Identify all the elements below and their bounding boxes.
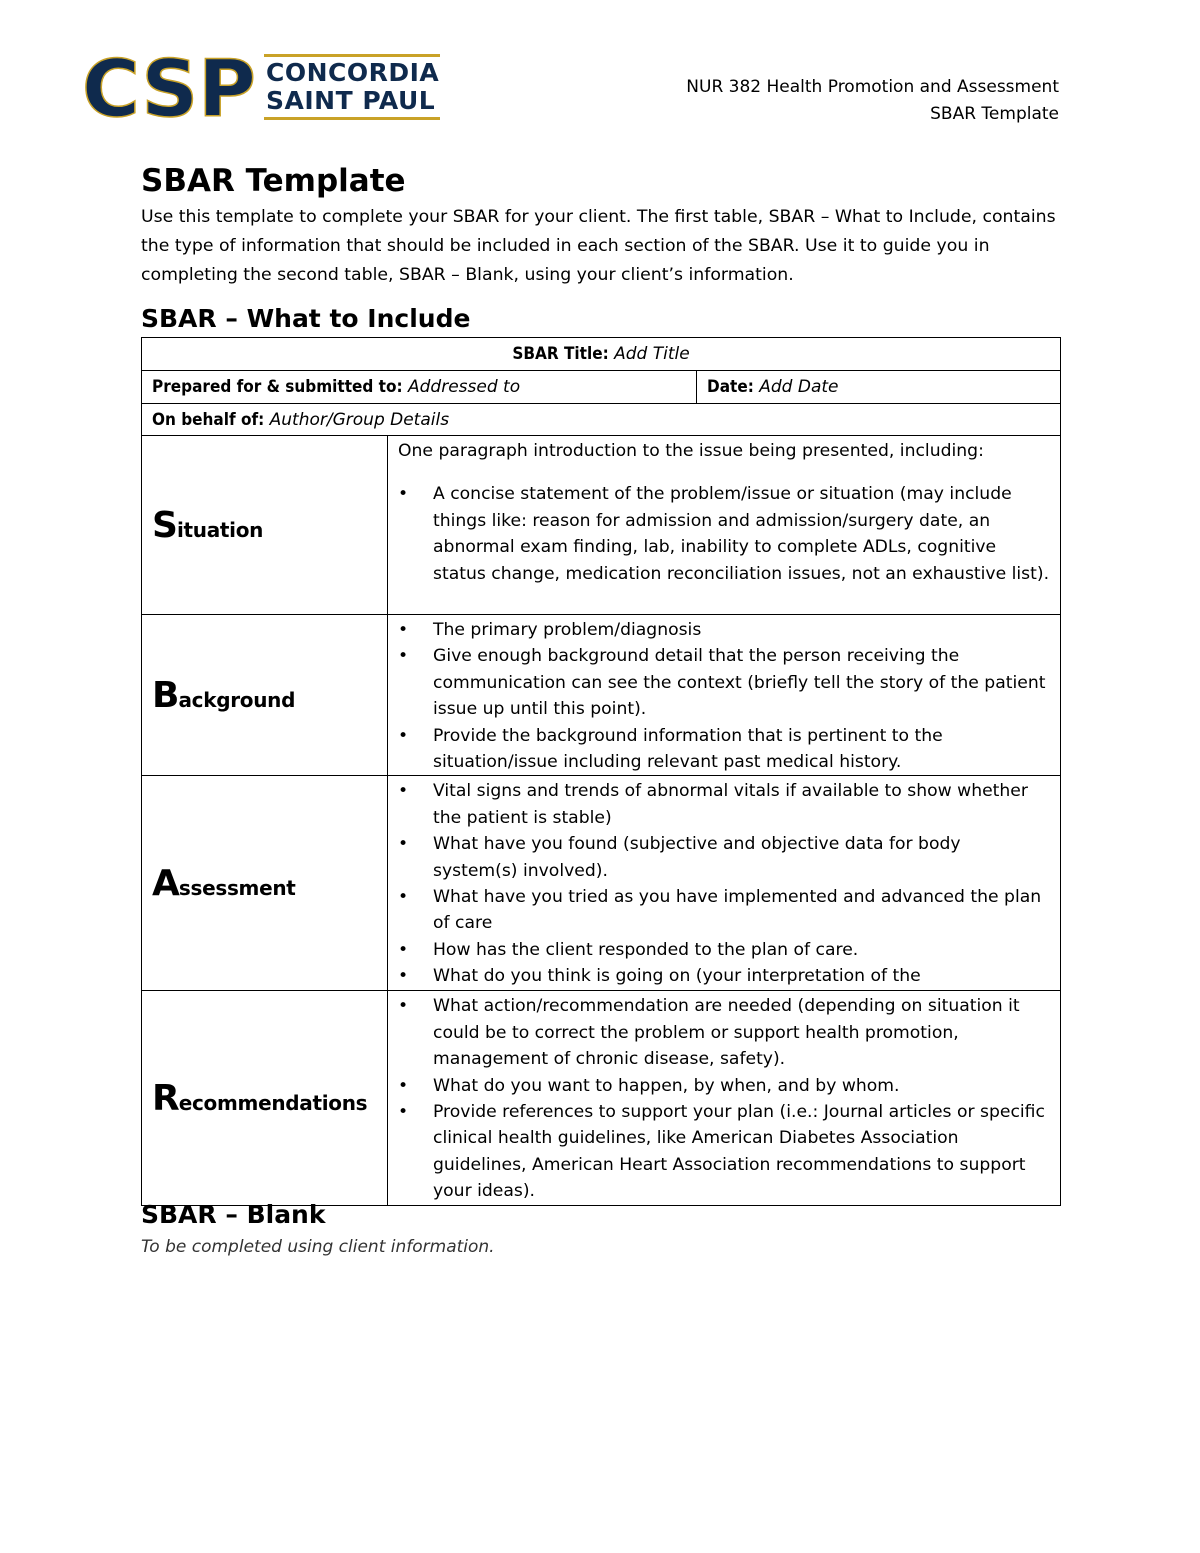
on-behalf-cell: [142, 404, 1061, 436]
assessment-clip: [398, 778, 1050, 988]
blank-note: To be completed using client information.: [141, 1237, 495, 1257]
table-row-title: [142, 338, 1061, 371]
recommendations-bullets: [398, 993, 1050, 1204]
date-cell: [697, 371, 1061, 404]
recommendations-label-cell: [142, 991, 388, 1205]
prepared-for-cell: [142, 371, 697, 404]
on-behalf-label: On behalf of:: [152, 409, 265, 430]
list-item: • What action/recommendation are needed (depending on situation it could be to correct the problem or support health promotion, management of chronic disease, safety).: [433, 993, 1050, 1072]
sbar-include-table: [141, 337, 1061, 1206]
concordia-logo: [82, 52, 442, 124]
situation-bullets: [398, 481, 1050, 587]
list-item: • Vital signs and trends of abnormal vitals if available to show whether the patient is stable): [433, 778, 1050, 831]
background-label-cell: [142, 615, 388, 776]
recommendations-row: [142, 991, 1061, 1205]
sbar-title-placeholder: Add Title: [614, 344, 690, 364]
prepared-for-label: Prepared for & submitted to:: [152, 377, 403, 397]
date-placeholder: Add Date: [759, 377, 839, 397]
situation-row: [142, 436, 1061, 615]
list-item: • The primary problem/diagnosis: [433, 617, 1050, 643]
list-item: • What have you found (subjective and objective data for body system(s) involved).: [433, 831, 1050, 884]
situation-intro: One paragraph introduction to the issue being presented, including:: [398, 441, 984, 461]
situation-initial: S: [152, 504, 177, 546]
table-row-behalf: [142, 404, 1061, 436]
assessment-row: [142, 776, 1061, 991]
list-item: • How has the client responded to the plan of care.: [433, 937, 1050, 963]
background-row: [142, 615, 1061, 776]
recommendations-label: ecommendations: [178, 1090, 368, 1115]
logo-wordmark: [264, 54, 440, 120]
prepared-for-placeholder: Addressed to: [408, 377, 521, 397]
logo-name-line-1: CONCORDIA: [266, 58, 440, 87]
assessment-bullets: [398, 778, 1050, 988]
background-bullets: [398, 617, 1050, 775]
list-item: • Give enough background detail that the person receiving the communication can see the context (briefly tell the story of the patient issue up until this point).: [433, 643, 1050, 722]
logo-mark-text: CSP: [82, 52, 256, 122]
background-initial: B: [152, 674, 179, 716]
date-label: Date:: [707, 377, 754, 397]
intro-paragraph: Use this template to complete your SBAR for your client. The first table, SBAR – What to Include, contains the type of information that should be included in each section of the SBAR. Use it to guide you in completing the second table, SBAR – Blank, using your client’s information.: [141, 207, 1056, 285]
course-header: [686, 74, 1059, 128]
course-name: NUR 382 Health Promotion and Assessment: [686, 77, 1059, 97]
situation-description: [388, 436, 1061, 615]
sbar-title-label: SBAR Title:: [512, 344, 609, 364]
blank-heading: SBAR – Blank: [141, 1200, 326, 1229]
assessment-description: [388, 776, 1061, 991]
list-item: • What do you want to happen, by when, and by whom.: [433, 1073, 1050, 1099]
list-item: • Provide the background information that is pertinent to the situation/issue including relevant past medical history.: [433, 723, 1050, 776]
assessment-label: ssessment: [178, 875, 296, 900]
assessment-initial: A: [152, 862, 179, 904]
document-name: SBAR Template: [930, 104, 1059, 124]
background-label: ackground: [178, 687, 296, 712]
list-item: • What do you think is going on (your interpretation of the: [433, 963, 1050, 988]
page-title: SBAR Template: [141, 163, 406, 199]
list-item: • A concise statement of the problem/issue or situation (may include things like: reason for admission and admission/surgery date, an abnormal exam finding, lab, inability to complete ADLs, cognitive status change, medication reconciliation issues, not an exhaustive list).: [433, 481, 1050, 587]
include-heading: SBAR – What to Include: [141, 304, 471, 333]
on-behalf-placeholder: Author/Group Details: [269, 409, 450, 430]
list-item: • What have you tried as you have implemented and advanced the plan of care: [433, 884, 1050, 937]
table-row-prepared: [142, 371, 1061, 404]
sbar-title-cell: [142, 338, 1061, 371]
recommendations-initial: R: [152, 1077, 179, 1119]
background-description: [388, 615, 1061, 776]
recommendations-description: [388, 991, 1061, 1205]
csp-logo-mark: [82, 52, 258, 122]
assessment-label-cell: [142, 776, 388, 991]
situation-label-cell: [142, 436, 388, 615]
list-item: • Provide references to support your plan (i.e.: Journal articles or specific clinical health guidelines, like American Diabetes Association guidelines, American Heart Association recommendations to support your ideas).: [433, 1099, 1050, 1205]
situation-label: ituation: [176, 517, 264, 542]
logo-name-line-2: SAINT PAUL: [266, 86, 436, 115]
